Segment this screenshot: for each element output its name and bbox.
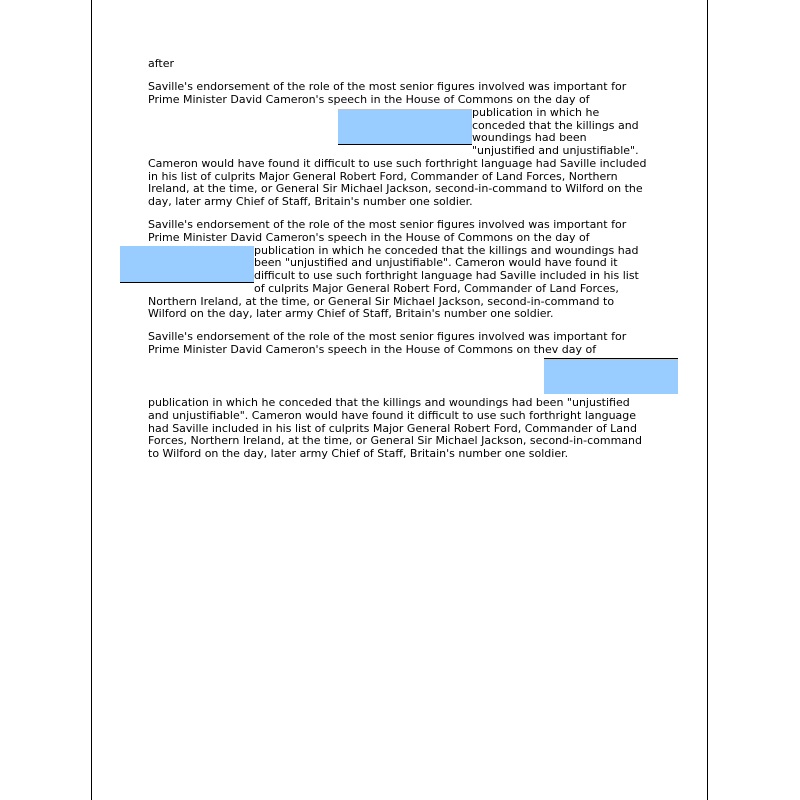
block2-line-8: Wilford on the day, later army Chief of Staff, Britain's number one soldier. bbox=[148, 307, 554, 320]
block2-line-1: Saville's endorsement of the role of the most senior figures involved was important for bbox=[148, 218, 627, 231]
block1-float-box bbox=[338, 109, 472, 145]
block3-line-1: Saville's endorsement of the role of the most senior figures involved was important for bbox=[148, 330, 627, 343]
block1-line-10: day, later army Chief of Staff, Britain's number one soldier. bbox=[148, 195, 473, 208]
block1-line-9: Ireland, at the time, or General Sir Michael Jackson, second-in-command to Wilford on the bbox=[148, 182, 643, 195]
block1-line-3: publication in which he bbox=[472, 106, 600, 119]
block2-float-box bbox=[120, 246, 254, 283]
block2-line-3: publication in which he conceded that the killings and woundings had bbox=[254, 244, 639, 257]
document-heading: after bbox=[148, 57, 175, 70]
block3-line-7: to Wilford on the day, later army Chief of Staff, Britain's number one soldier. bbox=[148, 447, 569, 460]
block1-line-7: Cameron would have found it difficult to use such forthright language had Saville included bbox=[148, 157, 647, 170]
block1-line-1: Saville's endorsement of the role of the most senior figures involved was important for bbox=[148, 80, 627, 93]
block3-line-3: publication in which he conceded that the killings and woundings had been "unjustified bbox=[148, 396, 630, 409]
block3-line-6: Forces, Northern Ireland, at the time, or General Sir Michael Jackson, second-in-command bbox=[148, 434, 643, 447]
block1-line-8: in his list of culprits Major General Robert Ford, Commander of Land Forces, Northern bbox=[148, 170, 618, 183]
block3-line-2: Prime Minister David Cameron's speech in the House of Commons on thev day of bbox=[148, 343, 597, 356]
block2-line-7: Northern Ireland, at the time, or General Sir Michael Jackson, second-in-command to bbox=[148, 295, 615, 308]
block3-line-4: and unjustifiable". Cameron would have found it difficult to use such forthright language bbox=[148, 409, 637, 422]
block3-line-5: had Saville included in his list of culprits Major General Robert Ford, Commander of Land bbox=[148, 422, 637, 435]
block3-float-box bbox=[544, 358, 678, 394]
block1-line-6: "unjustified and unjustifiable". bbox=[472, 144, 639, 157]
block2-line-6: of culprits Major General Robert Ford, Commander of Land Forces, bbox=[254, 282, 619, 295]
block2-line-2: Prime Minister David Cameron's speech in the House of Commons on the day of bbox=[148, 231, 590, 244]
block1-line-5: woundings had been bbox=[472, 131, 587, 144]
block1-line-4: conceded that the killings and bbox=[472, 119, 639, 132]
block2-line-4: been "unjustified and unjustifiable". Cameron would have found it bbox=[254, 256, 618, 269]
block2-line-5: difficult to use such forthright language had Saville included in his list bbox=[254, 269, 639, 282]
block1-line-2: Prime Minister David Cameron's speech in the House of Commons on the day of bbox=[148, 93, 590, 106]
